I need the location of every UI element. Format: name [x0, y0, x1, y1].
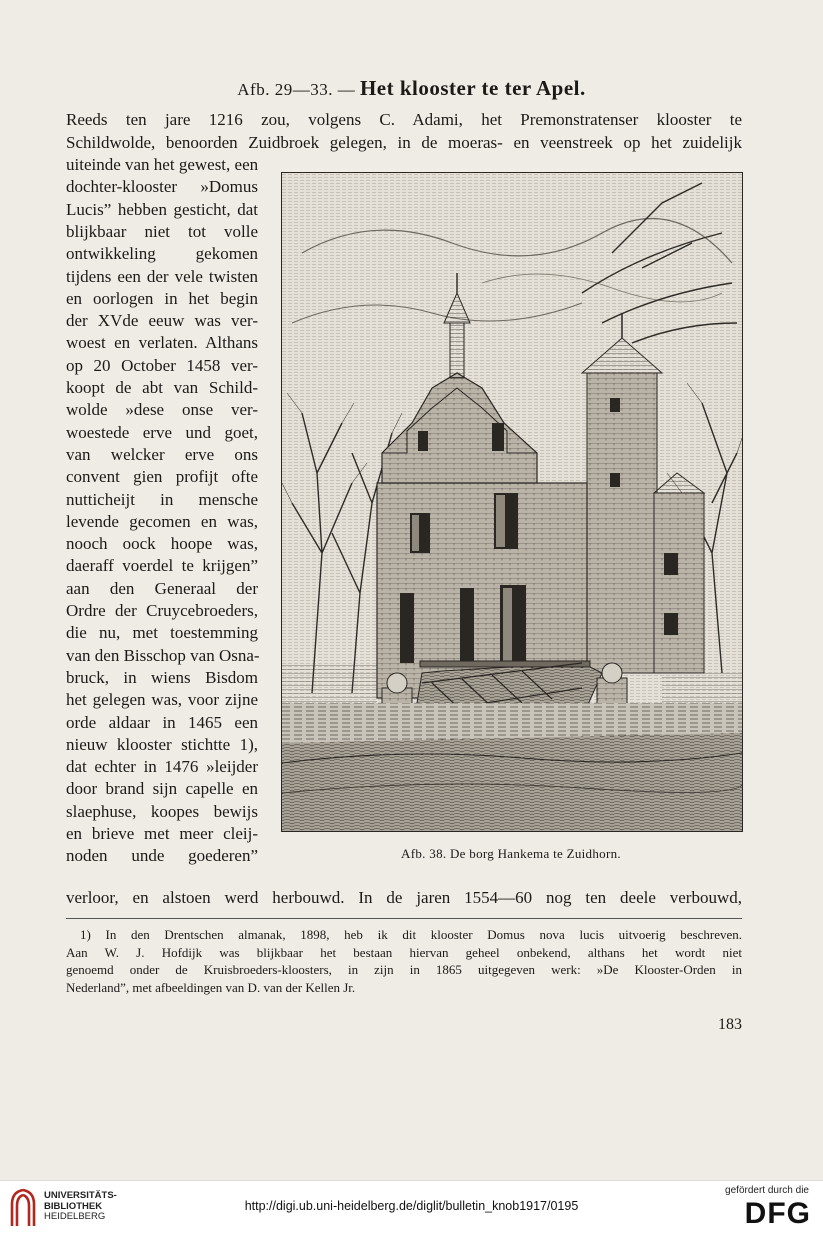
body-line: nieuw klooster stichtte 1),: [66, 734, 258, 754]
body-line: nooch oock hoope was,: [66, 534, 258, 554]
body-line: convent gien profijt ofte: [66, 467, 258, 487]
page-number: 183: [718, 1016, 742, 1033]
body-line: dat echter in 1476 »leijder: [66, 757, 258, 777]
castle-engraving: [282, 173, 742, 831]
body-line: daeraff voerdel te krijgen”: [66, 556, 258, 576]
body-line: Reeds ten jare 1216 zou, volgens C. Adami, het Premonstratenser klooster te: [66, 110, 742, 129]
body-line: woestede erve und goet,: [66, 422, 258, 442]
body-line: uiteinde van het gewest, een: [66, 155, 259, 174]
body-line: orde aldaar in 1465 een: [66, 712, 258, 732]
body-line: wolde »dese onse ver-: [66, 400, 258, 420]
body-line: blijkbaar niet tot volle: [66, 221, 258, 241]
body-line: slaephuse, koopes bewijs: [66, 801, 258, 821]
dfg-logo[interactable]: DFG: [744, 1197, 811, 1230]
body-line: aan den Generaal der: [66, 578, 258, 598]
footnote-line: Aan W. J. Hofdijk was blijkbaar het bestaan hiervan geheel onbekend, althans het wordt niet: [66, 944, 742, 960]
body-line: noden unde goederen”: [66, 846, 258, 866]
body-line: op 20 October 1458 ver-: [66, 355, 258, 375]
heading-title: Het klooster te ter Apel.: [359, 76, 586, 100]
body-line: bruck, in wiens Bisdom: [66, 667, 258, 687]
body-line: verloor, en alstoen werd herbouwd. In de jaren 1554—60 nog ten deele verbouwd,: [66, 888, 742, 907]
body-line: dochter-klooster »Domus: [66, 177, 258, 197]
body-line: nutticheijt in mensche: [66, 489, 258, 509]
body-line: die nu, met toestemming: [66, 623, 258, 643]
footnote-line: genoemd onder de Kruisbroeders-kloosters, in zijn in 1865 uitgegeven werk: »De Klooster-Orden in: [66, 962, 742, 977]
body-line: levende gecomen en was,: [66, 511, 258, 531]
engraving-illustration: [281, 172, 743, 832]
footnote-line: Nederland”, met afbeeldingen van D. van der Kellen Jr.: [66, 979, 356, 995]
body-line: Lucis” hebben gesticht, dat: [66, 199, 258, 219]
body-line: het gelegen was, voor zijne: [66, 690, 258, 710]
body-line: van welcker erve ons: [66, 444, 258, 464]
body-line: Schildwolde, benoorden Zuidbroek gelegen, in de moeras- en veenstreek op het zuidelijk: [66, 132, 742, 152]
funder-note: gefördert durch die: [725, 1185, 809, 1196]
body-line: Ordre der Cruycebroeders,: [66, 601, 258, 620]
footnote-divider: [66, 918, 742, 919]
footnote-line: 1) In den Drentschen almanak, 1898, heb ik dit klooster Domus nova lucis uitvoerig beschreven.: [80, 927, 742, 942]
body-line: en brieve met meer cleij-: [66, 824, 258, 843]
body-line: en oorlogen in het begin: [66, 288, 258, 308]
body-line: koopt de abt van Schild-: [66, 378, 258, 397]
permalink-url[interactable]: http://digi.ub.uni-heidelberg.de/diglit/bulletin_knob1917/0195: [244, 1199, 579, 1213]
body-line: ontwikkeling gekomen: [66, 244, 258, 264]
page-heading: [0, 76, 823, 101]
heading-figure-ref: Afb. 29—33. —: [237, 80, 356, 99]
body-line: van den Bisschop van Osna-: [66, 645, 260, 665]
library-name-line3: HEIDELBERG: [44, 1211, 106, 1222]
figure-caption: Afb. 38. De borg Hankema te Zuidhorn.: [401, 846, 621, 861]
body-line: der XVde eeuw was ver-: [66, 311, 258, 331]
body-line: woest en verlaten. Althans: [66, 333, 258, 353]
library-name-line2: BIBLIOTHEK: [44, 1200, 103, 1212]
body-line: tijdens een der vele twisten: [66, 266, 258, 286]
library-name-line1: UNIVERSITÄTS-: [44, 1190, 117, 1201]
body-line: door brand sijn capelle en: [66, 779, 258, 799]
viewer-footer: [0, 1180, 823, 1236]
